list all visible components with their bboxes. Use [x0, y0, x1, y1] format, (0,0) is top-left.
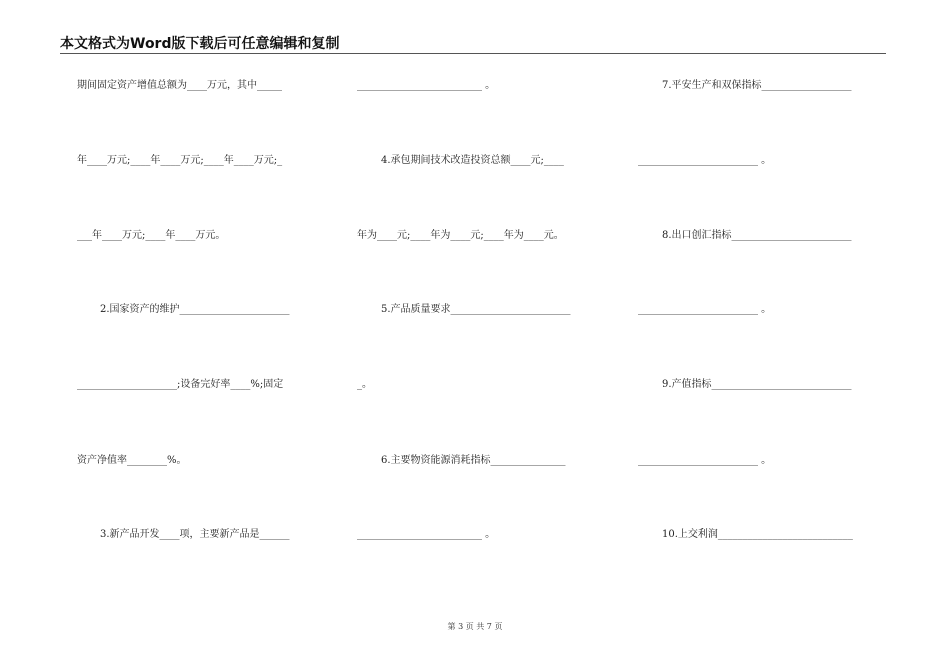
header-divider — [60, 53, 886, 54]
col1-line-3: ___年____万元;____年____万元。 — [77, 230, 226, 241]
col2-line-6: 6.主要物资能源消耗指标_______________ — [381, 455, 566, 466]
col3-line-2: ________________________ 。 — [638, 155, 772, 166]
col2-line-1: _________________________ 。 — [357, 80, 496, 91]
col3-line-4: ________________________ 。 — [638, 304, 772, 315]
col3-line-6: ________________________ 。 — [638, 455, 772, 466]
col1-line-2: 年____万元;____年____万元;____年____万元;_ — [77, 155, 283, 166]
col2-line-5: _。 — [357, 379, 372, 390]
document-header-title: 本文格式为Word版下载后可任意编辑和复制 — [60, 36, 340, 52]
col1-line-4: 2.国家资产的维护______________________ — [100, 304, 290, 315]
col2-line-3: 年为____元;____年为____元;____年为____元。 — [357, 230, 564, 241]
page-number-footer: 第 3 页 共 7 页 — [447, 622, 503, 631]
col1-line-7: 3.新产品开发____项，主要新产品是______ — [100, 529, 290, 540]
col3-line-5: 9.产值指标____________________________ — [662, 379, 852, 390]
col2-line-4: 5.产品质量要求________________________ — [381, 304, 571, 315]
col3-line-1: 7.平安生产和双保指标__________________ — [662, 80, 852, 91]
col2-line-2: 4.承包期间技术改造投资总额____元;____ — [381, 155, 564, 166]
col3-line-7: 10.上交利润___________________________ — [662, 529, 853, 540]
col1-line-6: 资产净值率________%。 — [77, 455, 187, 466]
col2-line-7: _________________________ 。 — [357, 529, 496, 540]
col1-line-5: ____________________;设备完好率____%;固定 — [77, 379, 284, 390]
col3-line-3: 8.出口创汇指标________________________ — [662, 230, 852, 241]
col1-line-1: 期间固定资产增值总额为____万元，其中_____ — [77, 80, 282, 91]
